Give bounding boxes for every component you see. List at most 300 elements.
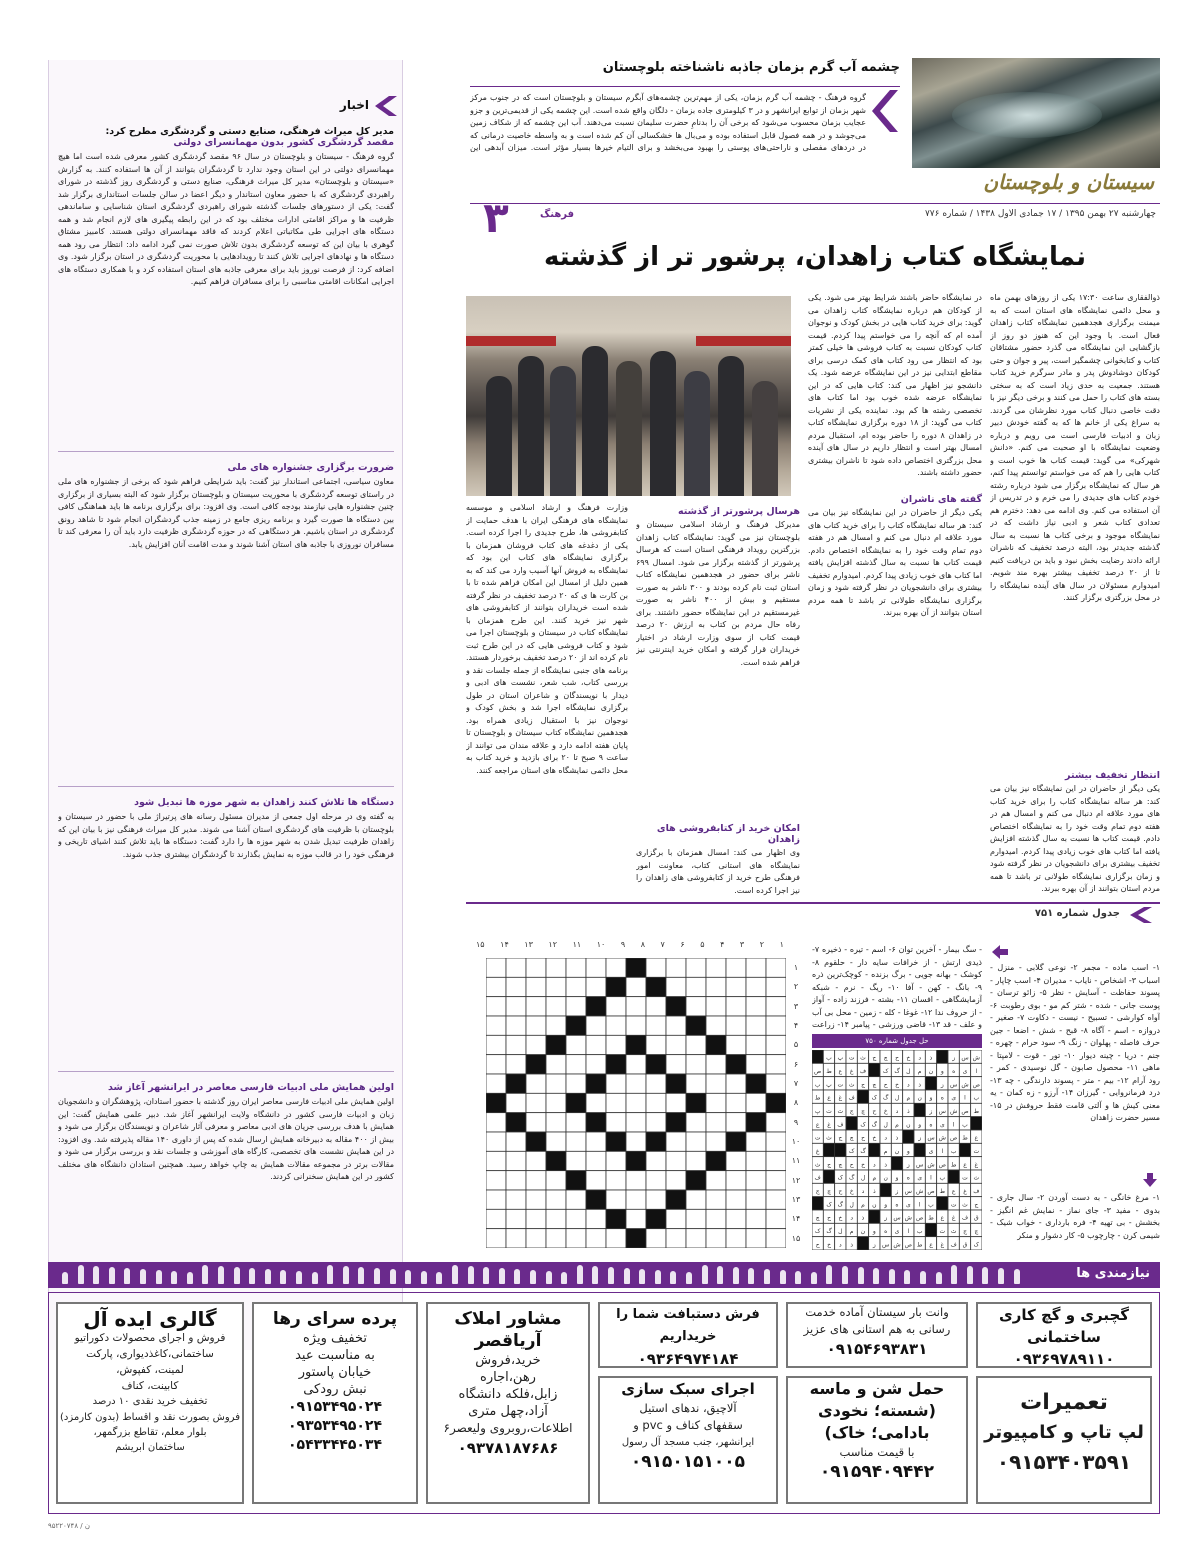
ad-line: ساختمان ابریشم	[115, 1442, 185, 1453]
crossword-cell[interactable]	[706, 1132, 726, 1151]
crossword-cell[interactable]	[566, 1209, 586, 1228]
crossword-cell[interactable]	[766, 1190, 786, 1209]
solution-letter: د	[918, 1054, 922, 1062]
solution-letter: ط	[916, 1241, 923, 1249]
crossword-cell[interactable]	[646, 1229, 666, 1248]
solution-letter: د	[884, 1134, 888, 1142]
ad-laptop-repair[interactable]	[976, 1376, 1152, 1504]
solution-letter: ت	[848, 1054, 855, 1062]
crossword-black-cell	[606, 1055, 626, 1074]
crossword-cell[interactable]	[746, 958, 766, 977]
crossword-cell[interactable]	[706, 1016, 726, 1035]
crossword-black-cell	[857, 1237, 868, 1250]
crossword-cell[interactable]	[506, 1055, 526, 1074]
crossword-cell[interactable]	[706, 1171, 726, 1190]
crossword-cell[interactable]	[586, 958, 606, 977]
solution-letter: ز	[872, 1241, 876, 1249]
crossword-cell[interactable]	[666, 958, 686, 977]
crossword-grid[interactable]	[486, 958, 786, 1248]
news1-text: گروه فرهنگ - سیستان و بلوچستان در سال ۹۶ مقصد گردشگری کشور معرفی شده است اما هیچ مهمانسرای دولتی در این استان وجود ندارد تا گردشگران بتوانند از آن ها استفاده کنند. به گزارش «سیستان و بلوچستان» مدیر کل میراث فرهنگی، صنایع دستی و گردشگری روز گذشته در شورای راهبردی گردشگری که با حضور معاون استاندار و دیگر اعضا در سالن جلسات استانداری برگزار شد گفت: یکی از دستورهای جلسات گذشته شورای راهبردی گردشگری استان شناسایی و ساماندهی ظرفیت ها و مراکز اقامتی ادارات مختلف بود که در این رابطه پیگیری های لازم انجام شد و همه دستگاه های اجرایی طی مکاتباتی اعلام کردند که فاقد مهمانسرای دولتی هستند. کامبیز مشتاق گوهری با بیان این که توسعه گردشگری بدون تلاش صورت نمی گیرد ادامه داد: انتظار می رود همه دستگاه ها و نهادهای اجرایی تلاش کنند تا رویدادهایی با محوریت گردشگری در استان برگزار شود. وی اضافه کرد: از فرصت نوروز باید برای معرفی جاذبه های استان استفاده کرد و با همکاری دستگاه های اجرایی امکانات اقامتی مناسبی را برای مسافران فراهم کنیم.	[58, 152, 394, 286]
crossword-cell[interactable]	[566, 1151, 586, 1170]
crossword-cell[interactable]	[746, 1190, 766, 1209]
crossword-cell[interactable]	[746, 977, 766, 996]
ad-phone: ۰۹۱۵۳۴۹۵۰۲۴	[288, 1399, 382, 1415]
ad-real-estate[interactable]	[426, 1302, 590, 1504]
crossword-cell[interactable]	[706, 1093, 726, 1112]
crossword-cell[interactable]	[526, 1190, 546, 1209]
crossword-cell[interactable]	[766, 977, 786, 996]
crossword-cell[interactable]	[546, 1209, 566, 1228]
crossword-cell[interactable]	[506, 1093, 526, 1112]
crossword-cell[interactable]	[566, 958, 586, 977]
crossword-cell[interactable]	[706, 1055, 726, 1074]
crossword-cell[interactable]	[586, 1171, 606, 1190]
crossword-cell[interactable]	[526, 1035, 546, 1054]
crossword-cell[interactable]	[486, 1229, 506, 1248]
crossword-cell[interactable]	[746, 1055, 766, 1074]
crossword-cell[interactable]	[526, 1074, 546, 1093]
crossword-cell[interactable]	[626, 1171, 646, 1190]
crossword-cell[interactable]	[546, 1113, 566, 1132]
crossword-cell[interactable]	[686, 1190, 706, 1209]
crossword-cell[interactable]	[506, 1016, 526, 1035]
crossword-cell[interactable]	[686, 977, 706, 996]
solution-letter: ع	[815, 1121, 820, 1129]
crossword-cell[interactable]	[566, 1074, 586, 1093]
crossword-cell[interactable]	[486, 1209, 506, 1228]
solution-letter: ش	[916, 1187, 924, 1195]
crossword-cell[interactable]	[606, 1113, 626, 1132]
crossword-cell[interactable]	[666, 1035, 686, 1054]
crossword-cell[interactable]	[586, 1229, 606, 1248]
crossword-cell[interactable]	[726, 1229, 746, 1248]
ad-title: مشاور املاک آریاقصر	[454, 1309, 562, 1351]
silhouette-figure	[920, 1271, 926, 1284]
crossword-cell[interactable]	[726, 1113, 746, 1132]
crossword-cell[interactable]	[626, 997, 646, 1016]
solution-letter: م	[895, 1121, 899, 1129]
solution-letter: ی	[905, 1201, 911, 1209]
crossword-cell[interactable]	[486, 1151, 506, 1170]
crossword-cell[interactable]	[506, 1035, 526, 1054]
solution-letter: ب	[814, 1081, 821, 1089]
crossword-cell[interactable]	[766, 1171, 786, 1190]
ad-phone: ۰۹۱۵۰۱۵۱۰۰۵	[630, 1452, 746, 1472]
crossword-cell[interactable]	[566, 997, 586, 1016]
crossword-cell[interactable]	[646, 1113, 666, 1132]
crossword-cell[interactable]	[486, 1016, 506, 1035]
crossword-cell[interactable]	[726, 997, 746, 1016]
crossword-cell[interactable]	[546, 1093, 566, 1112]
crossword-cell[interactable]	[586, 977, 606, 996]
crossword-cell[interactable]	[606, 1171, 626, 1190]
crossword-cell[interactable]	[626, 1113, 646, 1132]
solution-letter: غ	[963, 1187, 967, 1195]
crossword-cell[interactable]	[526, 1209, 546, 1228]
crossword-cell[interactable]	[766, 1151, 786, 1170]
crossword-cell[interactable]	[526, 997, 546, 1016]
crossword-black-cell	[666, 1113, 686, 1132]
ad-lightweight-build[interactable]	[598, 1376, 778, 1504]
solution-letter: ع	[974, 1134, 979, 1142]
crossword-cell[interactable]	[626, 1190, 646, 1209]
crossword-cell[interactable]	[726, 977, 746, 996]
solution-letter: ص	[814, 1067, 822, 1075]
crossword-cell[interactable]	[726, 1093, 746, 1112]
crossword-cell[interactable]	[586, 1016, 606, 1035]
crossword-cell[interactable]	[686, 997, 706, 1016]
crossword-cell[interactable]	[646, 997, 666, 1016]
news3-subtitle: دستگاه ها تلاش کنند زاهدان به شهر موزه ها تبدیل شود	[134, 797, 394, 808]
crossword-black-cell	[586, 1074, 606, 1093]
crossword-cell[interactable]	[506, 1209, 526, 1228]
solution-letter: م	[906, 1094, 911, 1102]
article-col-3-text: مدیرکل فرهنگ و ارشاد اسلامی سیستان و بلوچستان نیز می گوید: نمایشگاه کتاب زاهدان بزرگترین رویداد فرهنگی استان است که هرسال پرشورتر از گذشته برگزار می شود. امسال ۶۹۹ ناشر برای حضور در هجدهمین نمایشگاه کتاب استان ثبت نام کرده بودند و ۳۰۰ ناشر به صورت مستقیم و بیش از ۴۰۰ ناشر به صورت غیرمستقیم در این نمایشگاه حضور داشتند. برای رفاه حال مردم بن کتاب به ارزش ۲۰ درصد قیمت کتاب از سوی وزارت ارشاد در اختیار خریداران قرار گرفته و امکان خرید اینترنتی نیز فراهم شده است.	[636, 520, 800, 667]
crossword-cell[interactable]	[746, 1132, 766, 1151]
solution-letter: ذ	[929, 1054, 933, 1062]
crossword-cell[interactable]	[606, 1035, 626, 1054]
solution-letter: ح	[861, 1134, 865, 1142]
crossword-cell[interactable]	[606, 1151, 626, 1170]
crossword-cell[interactable]	[666, 1055, 686, 1074]
crossword-cell[interactable]	[566, 1229, 586, 1248]
crossword-cell[interactable]	[626, 1209, 646, 1228]
crossword-cell[interactable]	[686, 1035, 706, 1054]
solution-letter: م	[883, 1147, 888, 1155]
solution-letter: د	[906, 1081, 910, 1089]
crossword-cell[interactable]	[726, 1171, 746, 1190]
crossword-cell[interactable]	[686, 1132, 706, 1151]
crossword-cell[interactable]	[646, 1171, 666, 1190]
solution-letter: ذ	[895, 1134, 899, 1142]
crossword-cell[interactable]	[706, 1190, 726, 1209]
ad-pickup[interactable]	[786, 1302, 968, 1368]
solution-letter: ذ	[918, 1081, 922, 1089]
crossword-cell[interactable]	[606, 1190, 626, 1209]
article-col-3b-text: وی اظهار می کند: امسال همزمان با برگزاری نمایشگاه های استانی کتاب، معاونت امور فرهنگی طرح خرید از کتابفروشی های زاهدان را نیز اجرا کرده است.	[636, 848, 800, 895]
crossword-black-cell	[746, 1113, 766, 1132]
crossword-cell[interactable]	[766, 1229, 786, 1248]
crossword-cell[interactable]	[626, 1132, 646, 1151]
row-number: ۱	[793, 963, 799, 973]
solution-letter: ث	[837, 1107, 844, 1115]
crossword-cell[interactable]	[626, 1074, 646, 1093]
crossword-cell[interactable]	[546, 997, 566, 1016]
silhouette-figure	[374, 1268, 380, 1284]
crossword-cell[interactable]	[606, 958, 626, 977]
crossword-black-cell	[914, 1143, 925, 1156]
crossword-cell[interactable]	[686, 1113, 706, 1132]
crossword-cell[interactable]	[666, 1132, 686, 1151]
crossword-cell[interactable]	[486, 958, 506, 977]
crossword-cell[interactable]	[486, 997, 506, 1016]
crossword-cell[interactable]	[526, 977, 546, 996]
solution-letter: گ	[848, 1174, 855, 1182]
solution-letter: ح	[883, 1081, 888, 1089]
crossword-cell[interactable]	[766, 1074, 786, 1093]
crossword-cell[interactable]	[506, 1190, 526, 1209]
crossword-cell[interactable]	[766, 1113, 786, 1132]
crossword-black-cell	[959, 1143, 970, 1156]
crossword-cell[interactable]	[546, 1074, 566, 1093]
crossword-cell[interactable]	[586, 1055, 606, 1074]
crossword-cell[interactable]	[646, 1035, 666, 1054]
solution-letter: ب	[928, 1201, 934, 1209]
crossword-cell[interactable]	[726, 1035, 746, 1054]
crossword-cell[interactable]	[666, 1229, 686, 1248]
crossword-cell[interactable]	[526, 1171, 546, 1190]
ad-carpet[interactable]	[598, 1302, 778, 1368]
silhouette-figure	[904, 1270, 910, 1284]
crossword-cell[interactable]	[506, 1132, 526, 1151]
crossword-cell[interactable]	[566, 977, 586, 996]
crossword-cell[interactable]	[606, 1016, 626, 1035]
crossword-cell[interactable]	[766, 997, 786, 1016]
sidebar-content	[58, 126, 394, 1346]
crossword-cell[interactable]	[546, 1132, 566, 1151]
solution-letter: ص	[904, 1241, 912, 1249]
crossword-cell[interactable]	[666, 1151, 686, 1170]
crossword-cell[interactable]	[766, 1132, 786, 1151]
crossword-cell[interactable]	[546, 977, 566, 996]
article-col-1	[990, 292, 1160, 762]
silhouette-figure	[639, 1269, 645, 1284]
crossword-cell[interactable]	[606, 1093, 626, 1112]
crossword-cell[interactable]	[706, 1113, 726, 1132]
crossword-cell[interactable]	[626, 977, 646, 996]
solution-letter: ا	[964, 1094, 966, 1102]
crossword-cell[interactable]	[486, 1113, 506, 1132]
solution-letter: ج	[815, 1187, 820, 1195]
crossword-cell[interactable]	[686, 1229, 706, 1248]
crossword-cell[interactable]	[666, 1171, 686, 1190]
ad-curtain[interactable]	[252, 1302, 418, 1504]
crossword-cell[interactable]	[666, 1093, 686, 1112]
crossword-cell[interactable]	[586, 1209, 606, 1228]
crossword-cell[interactable]	[766, 1035, 786, 1054]
solution-letter: ل	[906, 1067, 911, 1075]
crossword-cell[interactable]	[686, 1055, 706, 1074]
ad-line: بلوار معلم، تقاطع بزرگمهر،	[93, 1427, 207, 1438]
crossword-cell[interactable]	[566, 1132, 586, 1151]
crossword-cell[interactable]	[486, 1035, 506, 1054]
crossword-cell[interactable]	[746, 1035, 766, 1054]
crossword-cell[interactable]	[566, 1113, 586, 1132]
crossword-black-cell	[646, 1055, 666, 1074]
crossword-cell[interactable]	[546, 1190, 566, 1209]
crossword-black-cell	[486, 1093, 506, 1112]
solution-letter: ت	[973, 1147, 980, 1155]
solution-letter: پ	[814, 1107, 821, 1115]
solution-letter: ل	[849, 1201, 854, 1209]
solution-letter: گ	[826, 1227, 832, 1235]
crossword-cell[interactable]	[566, 1035, 586, 1054]
column-number: ۱	[779, 940, 784, 949]
crossword-cell[interactable]	[506, 1171, 526, 1190]
crossword-black-cell	[846, 1117, 857, 1130]
crossword-cell[interactable]	[586, 1151, 606, 1170]
crossword-cell[interactable]	[726, 1074, 746, 1093]
crossword-cell[interactable]	[746, 1229, 766, 1248]
crossword-cell[interactable]	[686, 1151, 706, 1170]
crossword-cell[interactable]	[706, 1074, 726, 1093]
crossword-cell[interactable]	[746, 1171, 766, 1190]
crossword-cell[interactable]	[606, 997, 626, 1016]
crossword-cell[interactable]	[686, 958, 706, 977]
crossword-cell[interactable]	[526, 1151, 546, 1170]
crossword-cell[interactable]	[506, 1151, 526, 1170]
crossword-cell[interactable]	[566, 1055, 586, 1074]
crossword-cell[interactable]	[586, 1093, 606, 1112]
solution-letter: ص	[972, 1081, 980, 1089]
crossword-cell[interactable]	[706, 1229, 726, 1248]
ad-sand-gravel[interactable]	[786, 1376, 968, 1504]
crossword-cell[interactable]	[706, 1209, 726, 1228]
crossword-cell[interactable]	[546, 1229, 566, 1248]
ad-line: با قیمت مناسب	[839, 1445, 915, 1459]
crossword-cell[interactable]	[706, 977, 726, 996]
solution-letter: ک	[826, 1201, 832, 1209]
crossword-cell[interactable]	[506, 997, 526, 1016]
crossword-cell[interactable]	[766, 958, 786, 977]
column-number: ۱۱	[572, 940, 582, 949]
ad-phone: ۰۹۳۶۹۷۸۹۱۱۰	[1013, 1350, 1115, 1368]
crossword-black-cell	[566, 1093, 586, 1112]
crossword-cell[interactable]	[566, 1190, 586, 1209]
crossword-cell[interactable]	[526, 1229, 546, 1248]
crossword-cell[interactable]	[726, 1151, 746, 1170]
crossword-cell[interactable]	[626, 1055, 646, 1074]
solution-letter: ث	[950, 1227, 957, 1235]
crossword-cell[interactable]	[686, 1074, 706, 1093]
crossword-cell[interactable]	[766, 1209, 786, 1228]
crossword-cell[interactable]	[526, 1093, 546, 1112]
crossword-cell[interactable]	[746, 1209, 766, 1228]
ad-line: تخفیف خرید نقدی ۱۰ درصد	[92, 1396, 208, 1407]
silhouette-figure	[202, 1265, 208, 1284]
silhouette-figure	[280, 1270, 286, 1284]
crossword-cell[interactable]	[586, 1035, 606, 1054]
crossword-cell[interactable]	[546, 958, 566, 977]
silhouette-figure	[748, 1268, 754, 1284]
silhouette-figure	[124, 1268, 130, 1284]
crossword-cell[interactable]	[726, 1016, 746, 1035]
crossword-cell[interactable]	[766, 1016, 786, 1035]
crossword-cell[interactable]	[486, 1171, 506, 1190]
solution-letter: ن	[928, 1067, 934, 1075]
solution-letter: ج	[849, 1107, 854, 1115]
crossword-cell[interactable]	[606, 1229, 626, 1248]
crossword-cell[interactable]	[686, 1209, 706, 1228]
crossword-cell[interactable]	[726, 958, 746, 977]
crossword-cell[interactable]	[486, 1132, 506, 1151]
crossword-cell[interactable]	[746, 1093, 766, 1112]
solution-letter: س	[916, 1161, 924, 1169]
silhouette-figure	[109, 1267, 115, 1284]
silhouette-figure	[889, 1269, 895, 1284]
solution-letter: ز	[952, 1054, 956, 1062]
solution-letter: ن	[917, 1094, 922, 1102]
solution-letter: ج	[974, 1201, 979, 1209]
crossword-cell[interactable]	[646, 1093, 666, 1112]
solution-letter: ز	[918, 1134, 922, 1142]
crossword-cell[interactable]	[766, 1055, 786, 1074]
solution-letter: چ	[827, 1187, 831, 1195]
silhouette-figure	[1014, 1269, 1020, 1284]
crossword-cell[interactable]	[646, 1151, 666, 1170]
crossword-cell[interactable]	[646, 1074, 666, 1093]
crossword-cell[interactable]	[606, 1074, 626, 1093]
crossword-cell[interactable]	[746, 1016, 766, 1035]
ad-plaster[interactable]	[976, 1302, 1152, 1368]
crossword-cell[interactable]	[486, 977, 506, 996]
crossword-cell[interactable]	[726, 1209, 746, 1228]
crossword-cell[interactable]	[666, 1209, 686, 1228]
solution-letter: ش	[938, 1134, 946, 1142]
crossword-cell[interactable]	[546, 1171, 566, 1190]
crossword-cell[interactable]	[646, 1190, 666, 1209]
crossword-cell[interactable]	[746, 1151, 766, 1170]
crossword-cell[interactable]	[746, 997, 766, 1016]
crossword-cell[interactable]	[546, 1016, 566, 1035]
column-number: ۱۴	[500, 940, 509, 949]
crossword-cell[interactable]	[666, 977, 686, 996]
news1-title: مدیر کل میراث فرهنگی، صنایع دستی و گردشگری مطرح کرد:	[105, 126, 394, 137]
crossword-cell[interactable]	[626, 1093, 646, 1112]
solution-letter: ذ	[872, 1187, 876, 1195]
crossword-cell[interactable]	[506, 1229, 526, 1248]
silhouette-figure	[499, 1268, 505, 1284]
crossword-cell[interactable]	[526, 958, 546, 977]
crossword-black-cell	[586, 1190, 606, 1209]
crossword-cell[interactable]	[706, 997, 726, 1016]
silhouette-figure	[436, 1272, 442, 1284]
crossword-cell[interactable]	[506, 958, 526, 977]
crossword-cell[interactable]	[646, 958, 666, 977]
solution-letter: ت	[814, 1134, 821, 1142]
crossword-cell[interactable]	[546, 1055, 566, 1074]
crossword-black-cell	[686, 1016, 706, 1035]
crossword-cell[interactable]	[726, 1190, 746, 1209]
crossword-cell[interactable]	[526, 1113, 546, 1132]
crossword-cell[interactable]	[486, 1074, 506, 1093]
crossword-cell[interactable]	[706, 958, 726, 977]
solution-letter: چ	[861, 1107, 865, 1115]
classifieds-banner	[48, 1262, 1160, 1288]
ad-line: فروش و اجرای محصولات دکوراتیو	[74, 1332, 226, 1344]
crossword-black-cell	[526, 1055, 546, 1074]
crossword-cell[interactable]	[666, 1016, 686, 1035]
silhouette-figure	[421, 1271, 427, 1284]
ad-gallery[interactable]	[56, 1302, 244, 1504]
horizontal-clues-icon	[990, 944, 1010, 960]
solution-letter: ش	[893, 1241, 901, 1249]
crossword-black-cell	[823, 1143, 834, 1156]
spring-text: گروه فرهنگ - چشمه آب گرم بزمان، یکی از مهم‌ترین چشمه‌های آبگرم سیستان و بلوچستان است که در جنوب مرکز شهر بزمان از توابع ایرانشهر و در ۳ کیلومتری جاده بزمان - دلگان واقع شده است. این چشمه یکی از قدیمی‌ترین و جزو عجایب بزمان محسوب می‌شود که برخی آن را بدنامِ حضرت سلیمان نسبت می‌دهند. آب این چشمه که از شکاف زمین می‌جوشد و در همه فصول قابل استفاده بوده و می‌بال ها خشکسالی آن کم شده است و به واسطه خاصیت درمانی که در دردهای مفصلی و ناراحتی‌های پوستی را بهبود می‌بخشد و برای التیام خیرها بسیار مؤثر است. میزان آبدهی این	[470, 93, 866, 152]
crossword-cell[interactable]	[526, 1016, 546, 1035]
crossword-cell[interactable]	[586, 1132, 606, 1151]
crossword-cell[interactable]	[506, 977, 526, 996]
crossword-cell[interactable]	[626, 1016, 646, 1035]
silhouette-figure	[468, 1266, 474, 1284]
solution-letter: ج	[872, 1054, 877, 1062]
crossword-black-cell	[666, 1074, 686, 1093]
silhouette-figure	[780, 1270, 786, 1284]
crossword-cell[interactable]	[486, 1055, 506, 1074]
crossword-cell[interactable]	[646, 1016, 666, 1035]
solution-letter: و	[918, 1121, 922, 1129]
crossword-cell[interactable]	[486, 1190, 506, 1209]
